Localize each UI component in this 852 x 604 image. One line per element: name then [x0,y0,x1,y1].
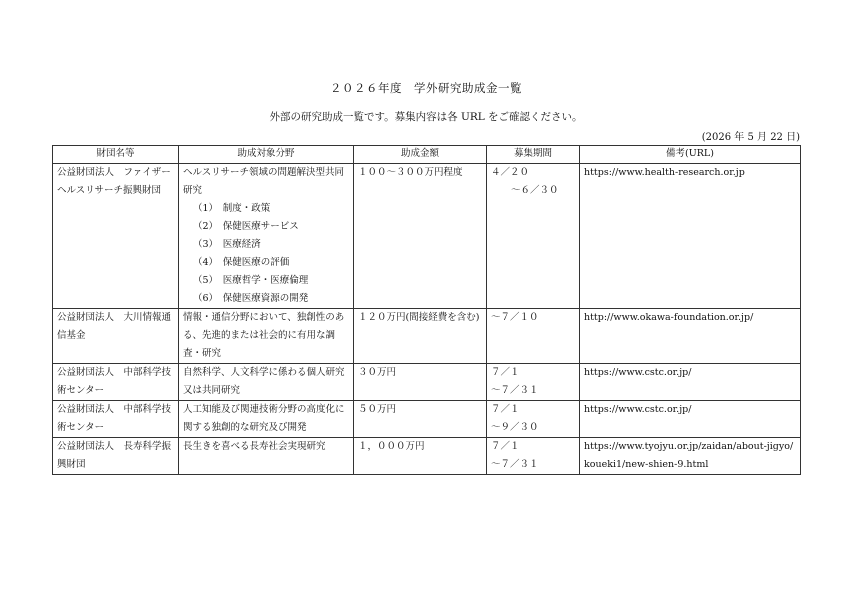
url-link[interactable]: https://www.cstc.or.jp/ [580,364,801,401]
period-cell [487,438,580,475]
url-link[interactable]: https://www.cstc.or.jp/ [580,401,801,438]
table-header-row [53,146,801,164]
header-foundation: 財団名等 [53,146,179,164]
field-item: （5） 医療哲学・医療倫理 [193,275,309,286]
field-cell [179,164,354,309]
document-subtitle: 外部の研究助成一覧です。募集内容は各 URL をご確認ください。 [269,111,583,123]
field-item: （6） 保健医療資源の開発 [193,293,309,304]
field-cell: 人工知能及び関連技術分野の高度化に関する独創的な研究及び開発 [179,401,354,438]
amount-cell: １００～３００万円程度 [354,164,487,309]
url-link[interactable]: https://www.health-research.or.jp [580,164,801,309]
period-cell [487,309,580,364]
header-field: 助成対象分野 [179,146,354,164]
foundation-cell: 公益財団法人 大川情報通信基金 [53,309,179,364]
field-cell: 長生きを喜べる長寿社会実現研究 [179,438,354,475]
document-title: ２０２６年度 学外研究助成金一覧 [330,81,522,95]
foundation-cell: 公益財団法人 中部科学技術センター [53,401,179,438]
table-row [53,364,801,401]
table-row [53,309,801,364]
document-date: (2026 年 5 月 22 日) [701,132,800,143]
period-start: ７／１ [491,367,520,378]
foundation-cell: 公益財団法人 長寿科学振興財団 [53,438,179,475]
period-cell [487,164,580,309]
header-url: 備考(URL) [580,146,801,164]
foundation-cell: 公益財団法人 ファイザーヘルスリサーチ振興財団 [53,164,179,309]
field-item: （1） 制度・政策 [193,203,271,214]
period-end: ～６／３０ [511,185,559,196]
period-start: ７／１ [491,441,520,452]
period-start: ～７／１０ [491,312,539,323]
amount-cell: ３０万円 [354,364,487,401]
amount-cell: １，０００万円 [354,438,487,475]
period-start: ７／１ [491,404,520,415]
url-link[interactable]: https://www.tyojyu.or.jp/zaidan/about-jigyo/koueki1/new-shien-9.html [580,438,801,475]
field-item: （4） 保健医療の評価 [193,257,290,268]
field-cell: 情報・通信分野において、独創性のある、先進的または社会的に有用な調査・研究 [179,309,354,364]
foundation-cell: 公益財団法人 中部科学技術センター [53,364,179,401]
period-end: ～７／３１ [491,459,539,470]
period-end: ～９／３０ [491,422,539,433]
header-period: 募集期間 [487,146,580,164]
amount-cell: １２０万円(間接経費を含む) [354,309,487,364]
period-end: ～７／３１ [491,385,539,396]
field-item: （2） 保健医療サービス [193,221,299,232]
period-cell [487,364,580,401]
period-start: ４／２０ [491,167,530,178]
field-intro: ヘルスリサーチ領域の問題解決型共同研究 [183,167,345,196]
field-cell: 自然科学、人文科学に係わる個人研究又は共同研究 [179,364,354,401]
table-row [53,401,801,438]
field-item: （3） 医療経済 [193,239,261,250]
url-link[interactable]: http://www.okawa-foundation.or.jp/ [580,309,801,364]
table-row [53,438,801,475]
period-cell [487,401,580,438]
header-amount: 助成金額 [354,146,487,164]
table-row [53,164,801,309]
amount-cell: ５０万円 [354,401,487,438]
grants-table [52,145,801,475]
